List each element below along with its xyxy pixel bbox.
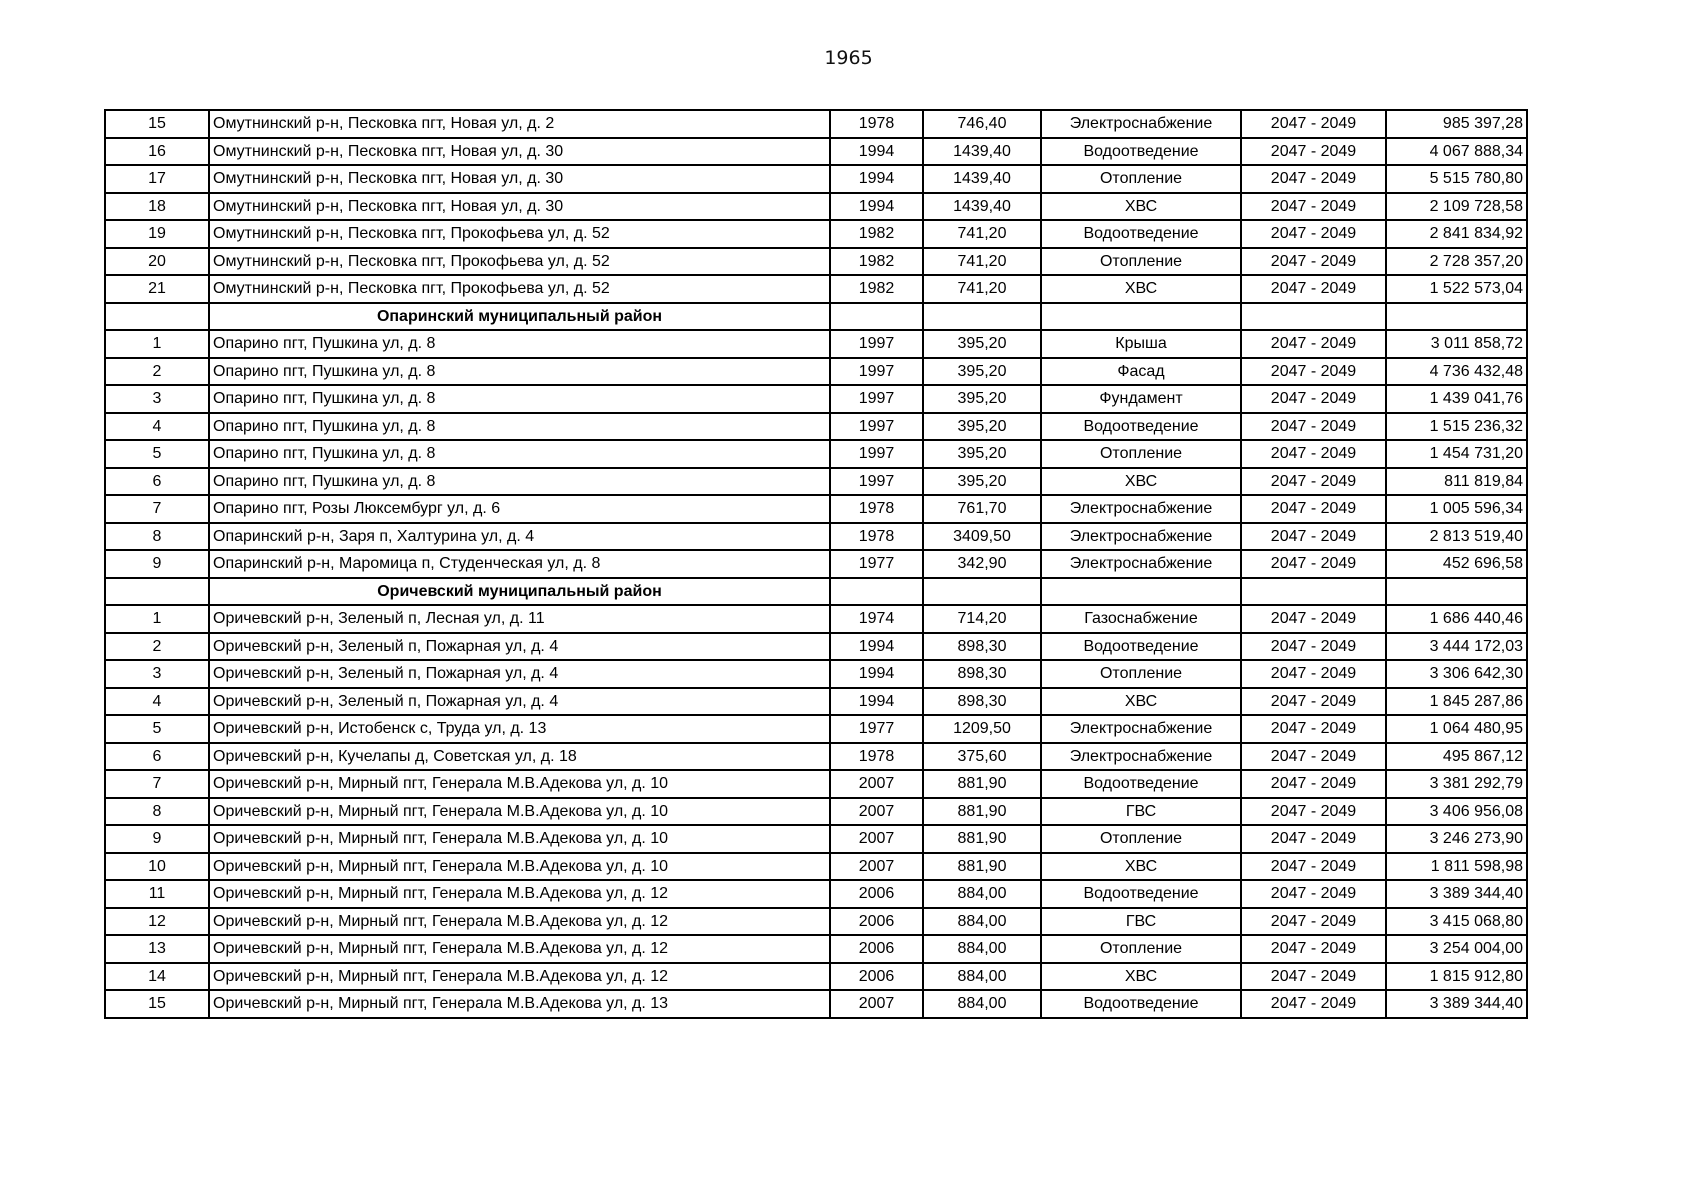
table-row xyxy=(105,660,1527,688)
period-cell: 2047 - 2049 xyxy=(1241,413,1386,441)
period-cell: 2047 - 2049 xyxy=(1241,853,1386,881)
cost-cell: 1 686 440,46 xyxy=(1386,605,1527,633)
row-number: 5 xyxy=(105,440,209,468)
work-type-cell: Электроснабжение xyxy=(1041,110,1241,138)
work-type-cell: ХВС xyxy=(1041,963,1241,991)
cost-cell: 1 811 598,98 xyxy=(1386,853,1527,881)
cost-cell: 811 819,84 xyxy=(1386,468,1527,496)
table-row xyxy=(105,633,1527,661)
period-cell: 2047 - 2049 xyxy=(1241,743,1386,771)
cost-cell: 3 246 273,90 xyxy=(1386,825,1527,853)
work-type-cell: ХВС xyxy=(1041,468,1241,496)
period-cell: 2047 - 2049 xyxy=(1241,110,1386,138)
area-cell: 884,00 xyxy=(923,908,1041,936)
table-row xyxy=(105,990,1527,1018)
year-cell: 1982 xyxy=(830,248,923,276)
row-number: 1 xyxy=(105,330,209,358)
address-cell: Оричевский р-н, Мирный пгт, Генерала М.В.Адекова ул, д. 12 xyxy=(209,963,830,991)
area-cell: 881,90 xyxy=(923,853,1041,881)
cost-cell: 3 389 344,40 xyxy=(1386,990,1527,1018)
table-row xyxy=(105,880,1527,908)
cost-cell: 3 415 068,80 xyxy=(1386,908,1527,936)
area-cell: 881,90 xyxy=(923,798,1041,826)
table-row xyxy=(105,165,1527,193)
address-cell: Омутнинский р-н, Песковка пгт, Новая ул, д. 30 xyxy=(209,138,830,166)
row-number: 14 xyxy=(105,963,209,991)
area-cell: 375,60 xyxy=(923,743,1041,771)
row-number xyxy=(105,303,209,331)
year-cell: 1997 xyxy=(830,358,923,386)
area-cell: 741,20 xyxy=(923,220,1041,248)
cost-cell: 452 696,58 xyxy=(1386,550,1527,578)
work-type-cell: Отопление xyxy=(1041,660,1241,688)
year-cell: 1994 xyxy=(830,688,923,716)
year-cell: 2007 xyxy=(830,825,923,853)
area-cell: 395,20 xyxy=(923,385,1041,413)
period-cell: 2047 - 2049 xyxy=(1241,330,1386,358)
period-cell: 2047 - 2049 xyxy=(1241,523,1386,551)
table-row xyxy=(105,248,1527,276)
area-cell: 761,70 xyxy=(923,495,1041,523)
area-cell: 1439,40 xyxy=(923,193,1041,221)
period-cell: 2047 - 2049 xyxy=(1241,495,1386,523)
address-cell: Омутнинский р-н, Песковка пгт, Прокофьева ул, д. 52 xyxy=(209,275,830,303)
year-cell: 2007 xyxy=(830,770,923,798)
year-cell: 1978 xyxy=(830,523,923,551)
row-number: 9 xyxy=(105,550,209,578)
cost-cell: 3 389 344,40 xyxy=(1386,880,1527,908)
period-cell: 2047 - 2049 xyxy=(1241,990,1386,1018)
cost-cell: 1 845 287,86 xyxy=(1386,688,1527,716)
area-cell: 3409,50 xyxy=(923,523,1041,551)
row-number: 12 xyxy=(105,908,209,936)
cost-cell: 4 736 432,48 xyxy=(1386,358,1527,386)
period-cell: 2047 - 2049 xyxy=(1241,798,1386,826)
period-cell: 2047 - 2049 xyxy=(1241,220,1386,248)
row-number: 4 xyxy=(105,413,209,441)
year-cell: 1997 xyxy=(830,330,923,358)
year-cell: 1977 xyxy=(830,550,923,578)
year-cell: 1997 xyxy=(830,413,923,441)
table-row xyxy=(105,358,1527,386)
area-cell: 1439,40 xyxy=(923,138,1041,166)
cost-cell: 3 306 642,30 xyxy=(1386,660,1527,688)
table-row xyxy=(105,468,1527,496)
period-cell: 2047 - 2049 xyxy=(1241,825,1386,853)
address-cell: Опарино пгт, Пушкина ул, д. 8 xyxy=(209,440,830,468)
table-row xyxy=(105,110,1527,138)
period-cell: 2047 - 2049 xyxy=(1241,715,1386,743)
row-number: 15 xyxy=(105,990,209,1018)
work-type-cell: Водоотведение xyxy=(1041,220,1241,248)
work-type-cell: ХВС xyxy=(1041,853,1241,881)
area-cell: 395,20 xyxy=(923,358,1041,386)
period-cell: 2047 - 2049 xyxy=(1241,468,1386,496)
row-number: 3 xyxy=(105,660,209,688)
area-cell xyxy=(923,578,1041,606)
year-cell: 1994 xyxy=(830,138,923,166)
cost-cell: 2 841 834,92 xyxy=(1386,220,1527,248)
address-cell: Омутнинский р-н, Песковка пгт, Новая ул, д. 30 xyxy=(209,165,830,193)
address-cell: Опаринский р-н, Маромица п, Студенческая ул, д. 8 xyxy=(209,550,830,578)
work-type-cell: Фундамент xyxy=(1041,385,1241,413)
address-cell: Оричевский р-н, Мирный пгт, Генерала М.В.Адекова ул, д. 10 xyxy=(209,798,830,826)
table-row xyxy=(105,715,1527,743)
area-cell: 1439,40 xyxy=(923,165,1041,193)
table-row xyxy=(105,963,1527,991)
cost-cell: 3 444 172,03 xyxy=(1386,633,1527,661)
table-row xyxy=(105,523,1527,551)
address-cell: Оричевский р-н, Зеленый п, Пожарная ул, д. 4 xyxy=(209,660,830,688)
table-row xyxy=(105,330,1527,358)
period-cell: 2047 - 2049 xyxy=(1241,165,1386,193)
table-body xyxy=(105,110,1527,1018)
row-number: 11 xyxy=(105,880,209,908)
row-number: 16 xyxy=(105,138,209,166)
section-header-row xyxy=(105,303,1527,331)
work-type-cell: ГВС xyxy=(1041,908,1241,936)
period-cell: 2047 - 2049 xyxy=(1241,275,1386,303)
table-row xyxy=(105,935,1527,963)
area-cell: 395,20 xyxy=(923,440,1041,468)
address-cell: Опарино пгт, Пушкина ул, д. 8 xyxy=(209,330,830,358)
area-cell: 746,40 xyxy=(923,110,1041,138)
area-cell: 898,30 xyxy=(923,688,1041,716)
year-cell: 2006 xyxy=(830,908,923,936)
address-cell: Оричевский р-н, Зеленый п, Пожарная ул, д. 4 xyxy=(209,633,830,661)
year-cell: 2006 xyxy=(830,935,923,963)
period-cell: 2047 - 2049 xyxy=(1241,440,1386,468)
row-number: 7 xyxy=(105,495,209,523)
work-type-cell: Отопление xyxy=(1041,440,1241,468)
period-cell: 2047 - 2049 xyxy=(1241,358,1386,386)
address-cell: Оричевский р-н, Мирный пгт, Генерала М.В.Адекова ул, д. 12 xyxy=(209,935,830,963)
period-cell: 2047 - 2049 xyxy=(1241,385,1386,413)
address-cell: Омутнинский р-н, Песковка пгт, Новая ул, д. 2 xyxy=(209,110,830,138)
year-cell: 2007 xyxy=(830,853,923,881)
table-row xyxy=(105,770,1527,798)
period-cell: 2047 - 2049 xyxy=(1241,550,1386,578)
period-cell xyxy=(1241,578,1386,606)
cost-cell: 2 109 728,58 xyxy=(1386,193,1527,221)
year-cell: 1978 xyxy=(830,110,923,138)
address-cell: Омутнинский р-н, Песковка пгт, Прокофьева ул, д. 52 xyxy=(209,248,830,276)
table-row xyxy=(105,605,1527,633)
row-number: 15 xyxy=(105,110,209,138)
row-number: 4 xyxy=(105,688,209,716)
work-type-cell: Электроснабжение xyxy=(1041,523,1241,551)
area-cell: 884,00 xyxy=(923,880,1041,908)
work-type-cell: Отопление xyxy=(1041,935,1241,963)
table-row xyxy=(105,798,1527,826)
row-number: 17 xyxy=(105,165,209,193)
row-number: 19 xyxy=(105,220,209,248)
area-cell: 884,00 xyxy=(923,935,1041,963)
area-cell: 741,20 xyxy=(923,248,1041,276)
row-number: 9 xyxy=(105,825,209,853)
year-cell: 1982 xyxy=(830,275,923,303)
address-cell: Оричевский р-н, Зеленый п, Лесная ул, д. 11 xyxy=(209,605,830,633)
work-type-cell: Водоотведение xyxy=(1041,138,1241,166)
cost-cell: 1 005 596,34 xyxy=(1386,495,1527,523)
period-cell: 2047 - 2049 xyxy=(1241,688,1386,716)
work-type-cell: Водоотведение xyxy=(1041,990,1241,1018)
period-cell: 2047 - 2049 xyxy=(1241,908,1386,936)
table-row xyxy=(105,138,1527,166)
area-cell: 898,30 xyxy=(923,633,1041,661)
year-cell: 1978 xyxy=(830,743,923,771)
row-number: 18 xyxy=(105,193,209,221)
row-number: 10 xyxy=(105,853,209,881)
cost-cell: 1 454 731,20 xyxy=(1386,440,1527,468)
address-cell: Опарино пгт, Пушкина ул, д. 8 xyxy=(209,358,830,386)
address-cell: Оричевский р-н, Мирный пгт, Генерала М.В.Адекова ул, д. 13 xyxy=(209,990,830,1018)
cost-cell: 3 406 956,08 xyxy=(1386,798,1527,826)
address-cell: Оричевский р-н, Мирный пгт, Генерала М.В.Адекова ул, д. 10 xyxy=(209,853,830,881)
year-cell: 1977 xyxy=(830,715,923,743)
work-type-cell: Фасад xyxy=(1041,358,1241,386)
work-type-cell: Отопление xyxy=(1041,165,1241,193)
work-type-cell: Электроснабжение xyxy=(1041,495,1241,523)
period-cell: 2047 - 2049 xyxy=(1241,963,1386,991)
work-type-cell: ГВС xyxy=(1041,798,1241,826)
address-cell: Оричевский р-н, Зеленый п, Пожарная ул, д. 4 xyxy=(209,688,830,716)
address-cell: Омутнинский р-н, Песковка пгт, Прокофьева ул, д. 52 xyxy=(209,220,830,248)
cost-cell: 1 439 041,76 xyxy=(1386,385,1527,413)
work-type-cell: Водоотведение xyxy=(1041,633,1241,661)
area-cell: 714,20 xyxy=(923,605,1041,633)
year-cell xyxy=(830,303,923,331)
area-cell: 342,90 xyxy=(923,550,1041,578)
cost-cell: 1 522 573,04 xyxy=(1386,275,1527,303)
area-cell: 884,00 xyxy=(923,990,1041,1018)
area-cell xyxy=(923,303,1041,331)
table-row xyxy=(105,550,1527,578)
work-type-cell: ХВС xyxy=(1041,688,1241,716)
address-cell: Оричевский р-н, Кучелапы д, Советская ул, д. 18 xyxy=(209,743,830,771)
cost-cell: 5 515 780,80 xyxy=(1386,165,1527,193)
work-type-cell: Электроснабжение xyxy=(1041,715,1241,743)
area-cell: 741,20 xyxy=(923,275,1041,303)
year-cell: 1997 xyxy=(830,468,923,496)
year-cell: 1997 xyxy=(830,385,923,413)
year-cell: 2007 xyxy=(830,990,923,1018)
row-number: 8 xyxy=(105,798,209,826)
address-cell: Оричевский р-н, Мирный пгт, Генерала М.В.Адекова ул, д. 10 xyxy=(209,825,830,853)
work-type-cell xyxy=(1041,303,1241,331)
area-cell: 881,90 xyxy=(923,770,1041,798)
row-number: 8 xyxy=(105,523,209,551)
table-row xyxy=(105,220,1527,248)
address-cell: Оричевский р-н, Истобенск с, Труда ул, д. 13 xyxy=(209,715,830,743)
cost-cell xyxy=(1386,303,1527,331)
area-cell: 395,20 xyxy=(923,413,1041,441)
period-cell: 2047 - 2049 xyxy=(1241,770,1386,798)
period-cell: 2047 - 2049 xyxy=(1241,880,1386,908)
year-cell: 1978 xyxy=(830,495,923,523)
section-header-row xyxy=(105,578,1527,606)
address-cell: Опарино пгт, Пушкина ул, д. 8 xyxy=(209,385,830,413)
work-type-cell: ХВС xyxy=(1041,275,1241,303)
section-title: Оричевский муниципальный район xyxy=(209,578,830,606)
period-cell: 2047 - 2049 xyxy=(1241,935,1386,963)
address-cell: Опарино пгт, Пушкина ул, д. 8 xyxy=(209,413,830,441)
year-cell: 2006 xyxy=(830,880,923,908)
cost-cell: 2 813 519,40 xyxy=(1386,523,1527,551)
row-number: 6 xyxy=(105,743,209,771)
period-cell xyxy=(1241,303,1386,331)
area-cell: 884,00 xyxy=(923,963,1041,991)
period-cell: 2047 - 2049 xyxy=(1241,193,1386,221)
year-cell xyxy=(830,578,923,606)
row-number: 6 xyxy=(105,468,209,496)
row-number xyxy=(105,578,209,606)
area-cell: 898,30 xyxy=(923,660,1041,688)
table-row xyxy=(105,853,1527,881)
section-title: Опаринский муниципальный район xyxy=(209,303,830,331)
year-cell: 1994 xyxy=(830,660,923,688)
area-cell: 1209,50 xyxy=(923,715,1041,743)
address-cell: Опаринский р-н, Заря п, Халтурина ул, д. 4 xyxy=(209,523,830,551)
cost-cell: 4 067 888,34 xyxy=(1386,138,1527,166)
cost-cell: 2 728 357,20 xyxy=(1386,248,1527,276)
row-number: 5 xyxy=(105,715,209,743)
table-row xyxy=(105,688,1527,716)
address-cell: Опарино пгт, Розы Люксембург ул, д. 6 xyxy=(209,495,830,523)
work-type-cell xyxy=(1041,578,1241,606)
year-cell: 2007 xyxy=(830,798,923,826)
work-type-cell: Водоотведение xyxy=(1041,770,1241,798)
address-cell: Опарино пгт, Пушкина ул, д. 8 xyxy=(209,468,830,496)
work-type-cell: Отопление xyxy=(1041,248,1241,276)
row-number: 1 xyxy=(105,605,209,633)
year-cell: 1994 xyxy=(830,193,923,221)
table-row xyxy=(105,193,1527,221)
year-cell: 1997 xyxy=(830,440,923,468)
area-cell: 395,20 xyxy=(923,330,1041,358)
work-type-cell: Электроснабжение xyxy=(1041,550,1241,578)
address-cell: Оричевский р-н, Мирный пгт, Генерала М.В.Адекова ул, д. 12 xyxy=(209,880,830,908)
row-number: 2 xyxy=(105,633,209,661)
page-number: 1965 xyxy=(824,47,873,69)
period-cell: 2047 - 2049 xyxy=(1241,248,1386,276)
year-cell: 2006 xyxy=(830,963,923,991)
year-cell: 1994 xyxy=(830,633,923,661)
period-cell: 2047 - 2049 xyxy=(1241,633,1386,661)
table-row xyxy=(105,440,1527,468)
row-number: 20 xyxy=(105,248,209,276)
row-number: 3 xyxy=(105,385,209,413)
address-cell: Омутнинский р-н, Песковка пгт, Новая ул, д. 30 xyxy=(209,193,830,221)
cost-cell: 985 397,28 xyxy=(1386,110,1527,138)
period-cell: 2047 - 2049 xyxy=(1241,605,1386,633)
table-row xyxy=(105,825,1527,853)
area-cell: 395,20 xyxy=(923,468,1041,496)
repair-schedule-table xyxy=(104,109,1528,1019)
period-cell: 2047 - 2049 xyxy=(1241,138,1386,166)
row-number: 2 xyxy=(105,358,209,386)
period-cell: 2047 - 2049 xyxy=(1241,660,1386,688)
year-cell: 1994 xyxy=(830,165,923,193)
work-type-cell: Газоснабжение xyxy=(1041,605,1241,633)
row-number: 7 xyxy=(105,770,209,798)
table-row xyxy=(105,413,1527,441)
row-number: 21 xyxy=(105,275,209,303)
table-row xyxy=(105,385,1527,413)
table-row xyxy=(105,743,1527,771)
table-row xyxy=(105,495,1527,523)
cost-cell: 3 011 858,72 xyxy=(1386,330,1527,358)
work-type-cell: Крыша xyxy=(1041,330,1241,358)
work-type-cell: Электроснабжение xyxy=(1041,743,1241,771)
cost-cell: 495 867,12 xyxy=(1386,743,1527,771)
year-cell: 1982 xyxy=(830,220,923,248)
address-cell: Оричевский р-н, Мирный пгт, Генерала М.В.Адекова ул, д. 12 xyxy=(209,908,830,936)
row-number: 13 xyxy=(105,935,209,963)
work-type-cell: Отопление xyxy=(1041,825,1241,853)
work-type-cell: ХВС xyxy=(1041,193,1241,221)
cost-cell xyxy=(1386,578,1527,606)
work-type-cell: Водоотведение xyxy=(1041,413,1241,441)
cost-cell: 3 254 004,00 xyxy=(1386,935,1527,963)
address-cell: Оричевский р-н, Мирный пгт, Генерала М.В.Адекова ул, д. 10 xyxy=(209,770,830,798)
cost-cell: 3 381 292,79 xyxy=(1386,770,1527,798)
cost-cell: 1 815 912,80 xyxy=(1386,963,1527,991)
table-row xyxy=(105,908,1527,936)
table-row xyxy=(105,275,1527,303)
work-type-cell: Водоотведение xyxy=(1041,880,1241,908)
area-cell: 881,90 xyxy=(923,825,1041,853)
year-cell: 1974 xyxy=(830,605,923,633)
cost-cell: 1 515 236,32 xyxy=(1386,413,1527,441)
cost-cell: 1 064 480,95 xyxy=(1386,715,1527,743)
